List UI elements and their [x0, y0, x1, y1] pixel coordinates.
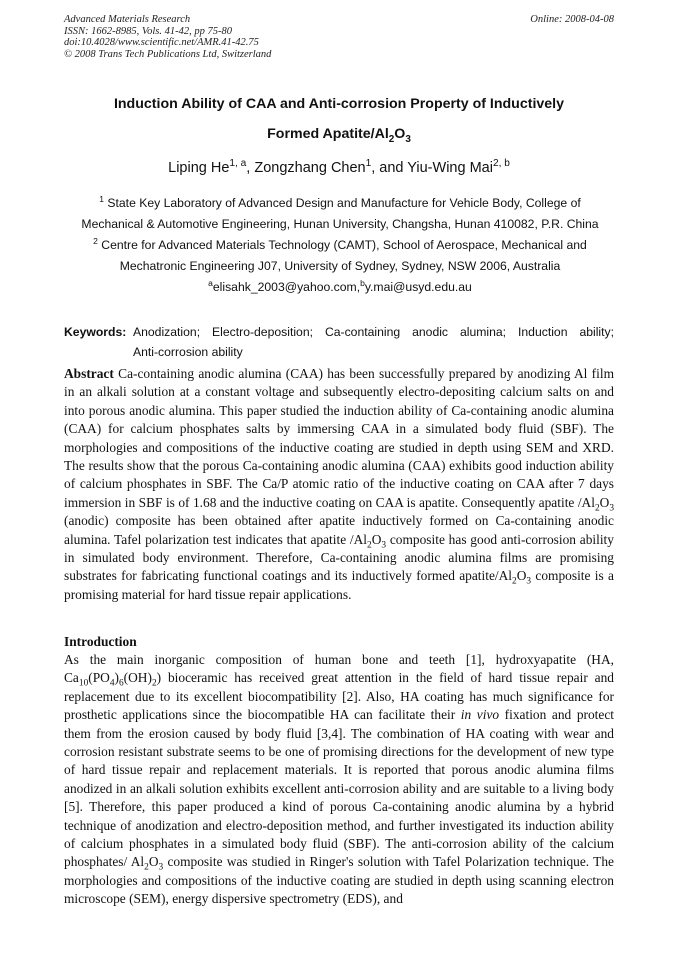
journal-header — [64, 14, 271, 60]
author-2: , Zongzhang Chen — [246, 160, 366, 176]
author-list: Liping He$^{1, a}$, Zongzhang Chen$^1$, and Yiu-Wing Mai$^{2, b}$ — [168, 158, 510, 176]
keywords-line-2: Anti-corrosion ability — [133, 345, 243, 359]
issn-line: ISSN: 1662-8985, Vols. 41-42, pp 75-80 — [64, 25, 232, 37]
introduction-heading: Introduction — [64, 634, 137, 649]
title-line-1: Induction Ability of CAA and Anti-corrosion Property of Inductively — [113, 96, 565, 112]
online-date: Online: 2008-04-08 — [530, 14, 614, 25]
doi-line: doi:10.4028/www.scientific.net/AMR.41-42.75 — [64, 37, 259, 48]
email-b: y.mai@usyd.edu.au — [364, 280, 472, 294]
keywords-line-1: Anodization; Electro-deposition; Ca-containing anodic alumina; Induction ability; — [133, 325, 614, 339]
keywords — [64, 322, 614, 362]
email-a: elisahk_2003@yahoo.com, — [212, 280, 361, 294]
abstract: Abstract Ca-containing anodic alumina (CAA) has been successfully prepared by anodizing Al film in an alkali solution at a constant voltage and subsequently electro-depositing calcium salts on and into porous anodic alumina. This paper studied the induction ability of Ca-containing anodic alumina (CAA) for calcium phosphates salts by immersing CAA in a simulated body fluid (SBF). The morphologies and compositions of the inductive coating are studied in depth using SEM and XRD. The results show that the porous Ca-containing anodic alumina (CAA) exhibits good induction ability of calcium phosphates in SBF. The Ca/P atomic ratio of the inductive coating on CAA after 7 days immersion in SBF is of 1.68 and the inductive coating on CAA is apatite. Consequently apatite $/Al_2O_3$ (anodic) composite has been obtained after apatite inductively formed on Ca-containing anodic alumina. Tafel polarization test indicates that apatite $/Al_2O_3$ composite has good anti-corrosion ability in simulated body environment. Therefore, Ca-containing anodic alumina films are promising substrates for fabricating functional coatings and its inductively formed apatite/$Al_2O_3$ composite is a promising material for hard tissue repair applications. — [64, 366, 614, 602]
introduction-text: As the main inorganic composition of human bone and teeth [1], hydroxyapatite (HA, $Ca_{10}(PO_4)_6(OH)_2$) bioceramic has received great attention in the field of hard tissue repair and replacement due to its excellent biocompatibility [2]. Also, HA coating has much significance for prosthetic applications since the biocompatible HA can facilitate their in vivo fixation and protect them from the erosion caused by body fluid [3,4]. The combination of HA coating with wear and corrosion resistant substrate seems to be one of promising directions for the development of new type of hard tissue repair and replacement materials. It is reported that porous anodic alumina films anodized in an alkali solution exhibits excellent anti-corrosion ability and are suitable to a living body [5]. Therefore, this paper produced a kind of porous Ca-containing anodic alumina by a hybrid technique of anodization and electro-deposition method, and further investigated its induction ability of calcium phosphates in a simulated body fluid (SBF). The anti-corrosion ability of the calcium phosphates/ $Al_2O_3$ composite was studied in Ringer's solution with Tafel Polarization technique. The morphologies and compositions of the inductive coating are studied in depth using scanning electron microscope (SEM), energy dispersive spectrometry (EDS), and — [64, 652, 614, 907]
title-line-2: Formed Apatite/$Al_2O_3$ — [267, 126, 411, 145]
paper-title — [64, 89, 614, 149]
author-1: Liping He — [168, 160, 230, 176]
journal-name: Advanced Materials Research — [64, 14, 191, 25]
author-3: , and Yiu-Wing Mai — [371, 160, 493, 176]
affiliation-2-line-1: $^2$ Centre for Advanced Materials Technology (CAMT), School of Aerospace, Mechanical and — [93, 235, 587, 252]
affiliation-1-line-2: Mechanical & Automotive Engineering, Hunan University, Changsha, Hunan 410082, P.R. China — [81, 217, 599, 231]
author-emails: $^a$elisahk_2003@yahoo.com,$^b$y.mai@usyd.edu.au — [208, 277, 472, 294]
keywords-label: Keywords: — [64, 325, 127, 339]
abstract-label: Abstract — [64, 366, 114, 381]
affiliation-1-line-1: $^1$ State Key Laboratory of Advanced Design and Manufacture for Vehicle Body, College of — [99, 193, 581, 210]
copyright-line: © 2008 Trans Tech Publications Ltd, Switzerland — [64, 48, 272, 60]
affiliation-2-line-2: Mechatronic Engineering J07, University of Sydney, Sydney, NSW 2006, Australia — [119, 259, 561, 273]
affiliations — [60, 193, 620, 298]
